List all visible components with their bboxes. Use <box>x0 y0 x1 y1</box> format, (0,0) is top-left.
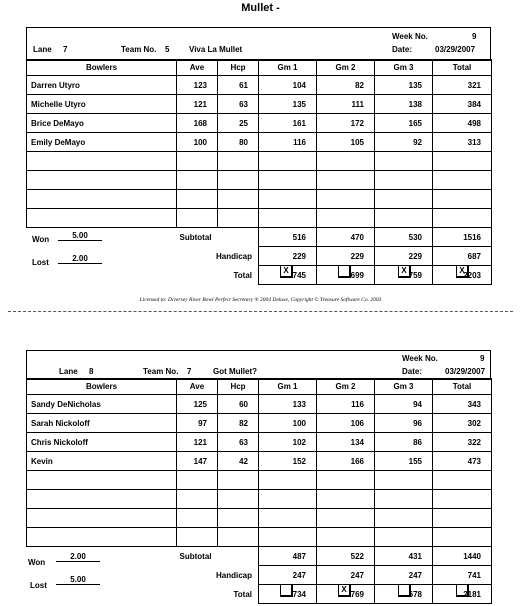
checkbox-gm2[interactable] <box>338 265 351 278</box>
gm3-cell: 759 <box>375 266 433 285</box>
gm1-cell: 247 <box>259 566 317 585</box>
col-header: Hcp <box>218 379 259 395</box>
gm3-cell: 678 <box>375 585 433 604</box>
checkbox-gm3[interactable]: X <box>398 265 411 278</box>
total-cell: 1516 <box>433 228 492 247</box>
total-cell: 321 <box>433 76 492 95</box>
gm1-cell: 229 <box>259 247 317 266</box>
total-cell: 322 <box>433 433 492 452</box>
gm1-cell: 487 <box>259 547 317 566</box>
hcp-cell: 63 <box>218 95 259 114</box>
ave-cell: 121 <box>177 95 218 114</box>
gm3-cell: 155 <box>375 452 433 471</box>
col-header: Ave <box>177 60 218 76</box>
ave-cell: 100 <box>177 133 218 152</box>
date-label: Date: <box>402 367 423 376</box>
handicap-label: Handicap <box>215 570 252 580</box>
col-header: Hcp <box>218 60 259 76</box>
gm3-cell: 530 <box>375 228 433 247</box>
table-row <box>27 114 492 133</box>
gm3-cell: 86 <box>375 433 433 452</box>
empty-row <box>27 471 492 490</box>
lost-value: 2.00 <box>58 254 102 264</box>
total-cell: 384 <box>433 95 492 114</box>
lost-value: 5.00 <box>56 575 100 585</box>
col-header: Total <box>433 379 492 395</box>
col-header: Gm 1 <box>259 60 317 76</box>
gm2-cell: 699 <box>317 266 375 285</box>
license-text: Licensed to: Diversey River Bowl Perfect Secretary ® 2004 Deluxe, Copyright © Treasure Software Co. 2003 <box>139 297 382 303</box>
total-label: Total <box>233 270 252 280</box>
gm1-cell: 133 <box>259 395 317 414</box>
total-cell: 2203 <box>433 266 492 285</box>
empty-row <box>27 209 492 228</box>
week-label: Week No. <box>392 32 428 41</box>
gm1-cell: 116 <box>259 133 317 152</box>
empty-row <box>27 190 492 209</box>
gm3-cell: 138 <box>375 95 433 114</box>
hcp-cell: 80 <box>218 133 259 152</box>
team-no-value: 5 <box>165 45 170 54</box>
gm3-cell: 165 <box>375 114 433 133</box>
checkbox-gm1[interactable]: X <box>280 265 293 278</box>
checkbox-gm2[interactable]: X <box>338 584 351 597</box>
hcp-cell: 63 <box>218 433 259 452</box>
col-header: Ave <box>177 379 218 395</box>
col-header: Gm 3 <box>375 60 433 76</box>
gm1-cell: 745 <box>259 266 317 285</box>
table-row <box>27 395 492 414</box>
gm2-cell: 247 <box>317 566 375 585</box>
gm2-cell: 166 <box>317 452 375 471</box>
page-title: Mullet - <box>241 2 280 14</box>
won-value: 2.00 <box>56 552 100 562</box>
gm2-cell: 769 <box>317 585 375 604</box>
date-label: Date: <box>392 45 413 54</box>
table-row <box>27 95 492 114</box>
gm2-cell: 106 <box>317 414 375 433</box>
table-row <box>27 433 492 452</box>
gm3-cell: 94 <box>375 395 433 414</box>
gm2-cell: 105 <box>317 133 375 152</box>
ave-cell: 147 <box>177 452 218 471</box>
sheet-header <box>26 27 491 61</box>
total-cell: 302 <box>433 414 492 433</box>
hcp-cell: 82 <box>218 414 259 433</box>
hcp-cell: 60 <box>218 395 259 414</box>
total-row <box>27 266 492 285</box>
table-row <box>27 133 492 152</box>
lost-label: Lost <box>30 581 47 590</box>
handicap-label: Handicap <box>215 251 252 261</box>
bowler-name: Emily DeMayo <box>27 133 177 152</box>
gm2-cell: 116 <box>317 395 375 414</box>
subtotal-label: Subtotal <box>179 551 212 561</box>
gm1-cell: 516 <box>259 228 317 247</box>
ave-cell: 97 <box>177 414 218 433</box>
gm2-cell: 82 <box>317 76 375 95</box>
cut-line <box>8 311 513 312</box>
gm3-cell: 135 <box>375 76 433 95</box>
total-cell: 687 <box>433 247 492 266</box>
checkbox-gm3[interactable] <box>398 584 411 597</box>
bowler-name: Kevin <box>27 452 177 471</box>
empty-row <box>27 528 492 547</box>
col-header: Gm 3 <box>375 379 433 395</box>
gm1-cell: 152 <box>259 452 317 471</box>
lane-value: 8 <box>89 367 94 376</box>
gm2-cell: 229 <box>317 247 375 266</box>
empty-row <box>27 152 492 171</box>
score-sheet-1 <box>26 27 491 292</box>
won-label: Won <box>32 235 50 244</box>
table-row <box>27 414 492 433</box>
lost-label: Lost <box>32 258 49 267</box>
gm2-cell: 172 <box>317 114 375 133</box>
date-value: 03/29/2007 <box>435 45 476 54</box>
empty-row <box>27 490 492 509</box>
gm1-cell: 102 <box>259 433 317 452</box>
hcp-cell: 61 <box>218 76 259 95</box>
week-label: Week No. <box>402 354 438 363</box>
total-cell: 473 <box>433 452 492 471</box>
col-header: Total <box>433 60 492 76</box>
table-header-row <box>27 379 492 395</box>
total-label: Total <box>233 589 252 599</box>
won-value: 5.00 <box>58 231 102 241</box>
bowler-name: Michelle Utyro <box>27 95 177 114</box>
col-header: Bowlers <box>27 379 177 395</box>
col-header: Bowlers <box>27 60 177 76</box>
total-cell: 343 <box>433 395 492 414</box>
table-row <box>27 452 492 471</box>
won-label: Won <box>28 558 46 567</box>
gm1-cell: 734 <box>259 585 317 604</box>
col-header: Gm 2 <box>317 60 375 76</box>
hcp-cell: 42 <box>218 452 259 471</box>
bowler-name: Darren Utyro <box>27 76 177 95</box>
table-header-row <box>27 60 492 76</box>
week-value: 9 <box>480 354 485 363</box>
lane-label: Lane <box>59 367 78 376</box>
score-table <box>26 59 492 285</box>
table-row <box>27 76 492 95</box>
score-sheet-2 <box>26 350 491 606</box>
total-cell: 2181 <box>433 585 492 604</box>
col-header: Gm 1 <box>259 379 317 395</box>
gm2-cell: 470 <box>317 228 375 247</box>
team-no-label: Team No. <box>121 45 157 54</box>
team-name: Got Mullet? <box>213 367 257 376</box>
hcp-cell: 25 <box>218 114 259 133</box>
lane-value: 7 <box>63 45 68 54</box>
bowler-name: Sarah Nickoloff <box>27 414 177 433</box>
sheet-header <box>26 350 491 380</box>
team-name: Viva La Mullet <box>189 45 243 54</box>
date-value: 03/29/2007 <box>445 367 486 376</box>
col-header: Gm 2 <box>317 379 375 395</box>
gm1-cell: 135 <box>259 95 317 114</box>
gm2-cell: 522 <box>317 547 375 566</box>
total-cell: 1440 <box>433 547 492 566</box>
bowler-name: Sandy DeNicholas <box>27 395 177 414</box>
gm3-cell: 431 <box>375 547 433 566</box>
gm3-cell: 229 <box>375 247 433 266</box>
ave-cell: 123 <box>177 76 218 95</box>
gm3-cell: 92 <box>375 133 433 152</box>
checkbox-total[interactable]: X <box>456 265 469 278</box>
gm3-cell: 96 <box>375 414 433 433</box>
score-table <box>26 378 492 604</box>
gm1-cell: 104 <box>259 76 317 95</box>
empty-row <box>27 171 492 190</box>
gm2-cell: 111 <box>317 95 375 114</box>
team-no-label: Team No. <box>143 367 179 376</box>
gm1-cell: 161 <box>259 114 317 133</box>
ave-cell: 121 <box>177 433 218 452</box>
ave-cell: 168 <box>177 114 218 133</box>
subtotal-label: Subtotal <box>179 232 212 242</box>
week-value: 9 <box>472 32 477 41</box>
gm2-cell: 134 <box>317 433 375 452</box>
total-row <box>27 585 492 604</box>
empty-row <box>27 509 492 528</box>
checkbox-gm1[interactable] <box>280 584 293 597</box>
gm3-cell: 247 <box>375 566 433 585</box>
total-cell: 498 <box>433 114 492 133</box>
checkbox-total[interactable] <box>456 584 469 597</box>
bowler-name: Chris Nickoloff <box>27 433 177 452</box>
ave-cell: 125 <box>177 395 218 414</box>
total-cell: 741 <box>433 566 492 585</box>
gm1-cell: 100 <box>259 414 317 433</box>
total-cell: 313 <box>433 133 492 152</box>
bowler-name: Brice DeMayo <box>27 114 177 133</box>
team-no-value: 7 <box>187 367 192 376</box>
lane-label: Lane <box>33 45 52 54</box>
